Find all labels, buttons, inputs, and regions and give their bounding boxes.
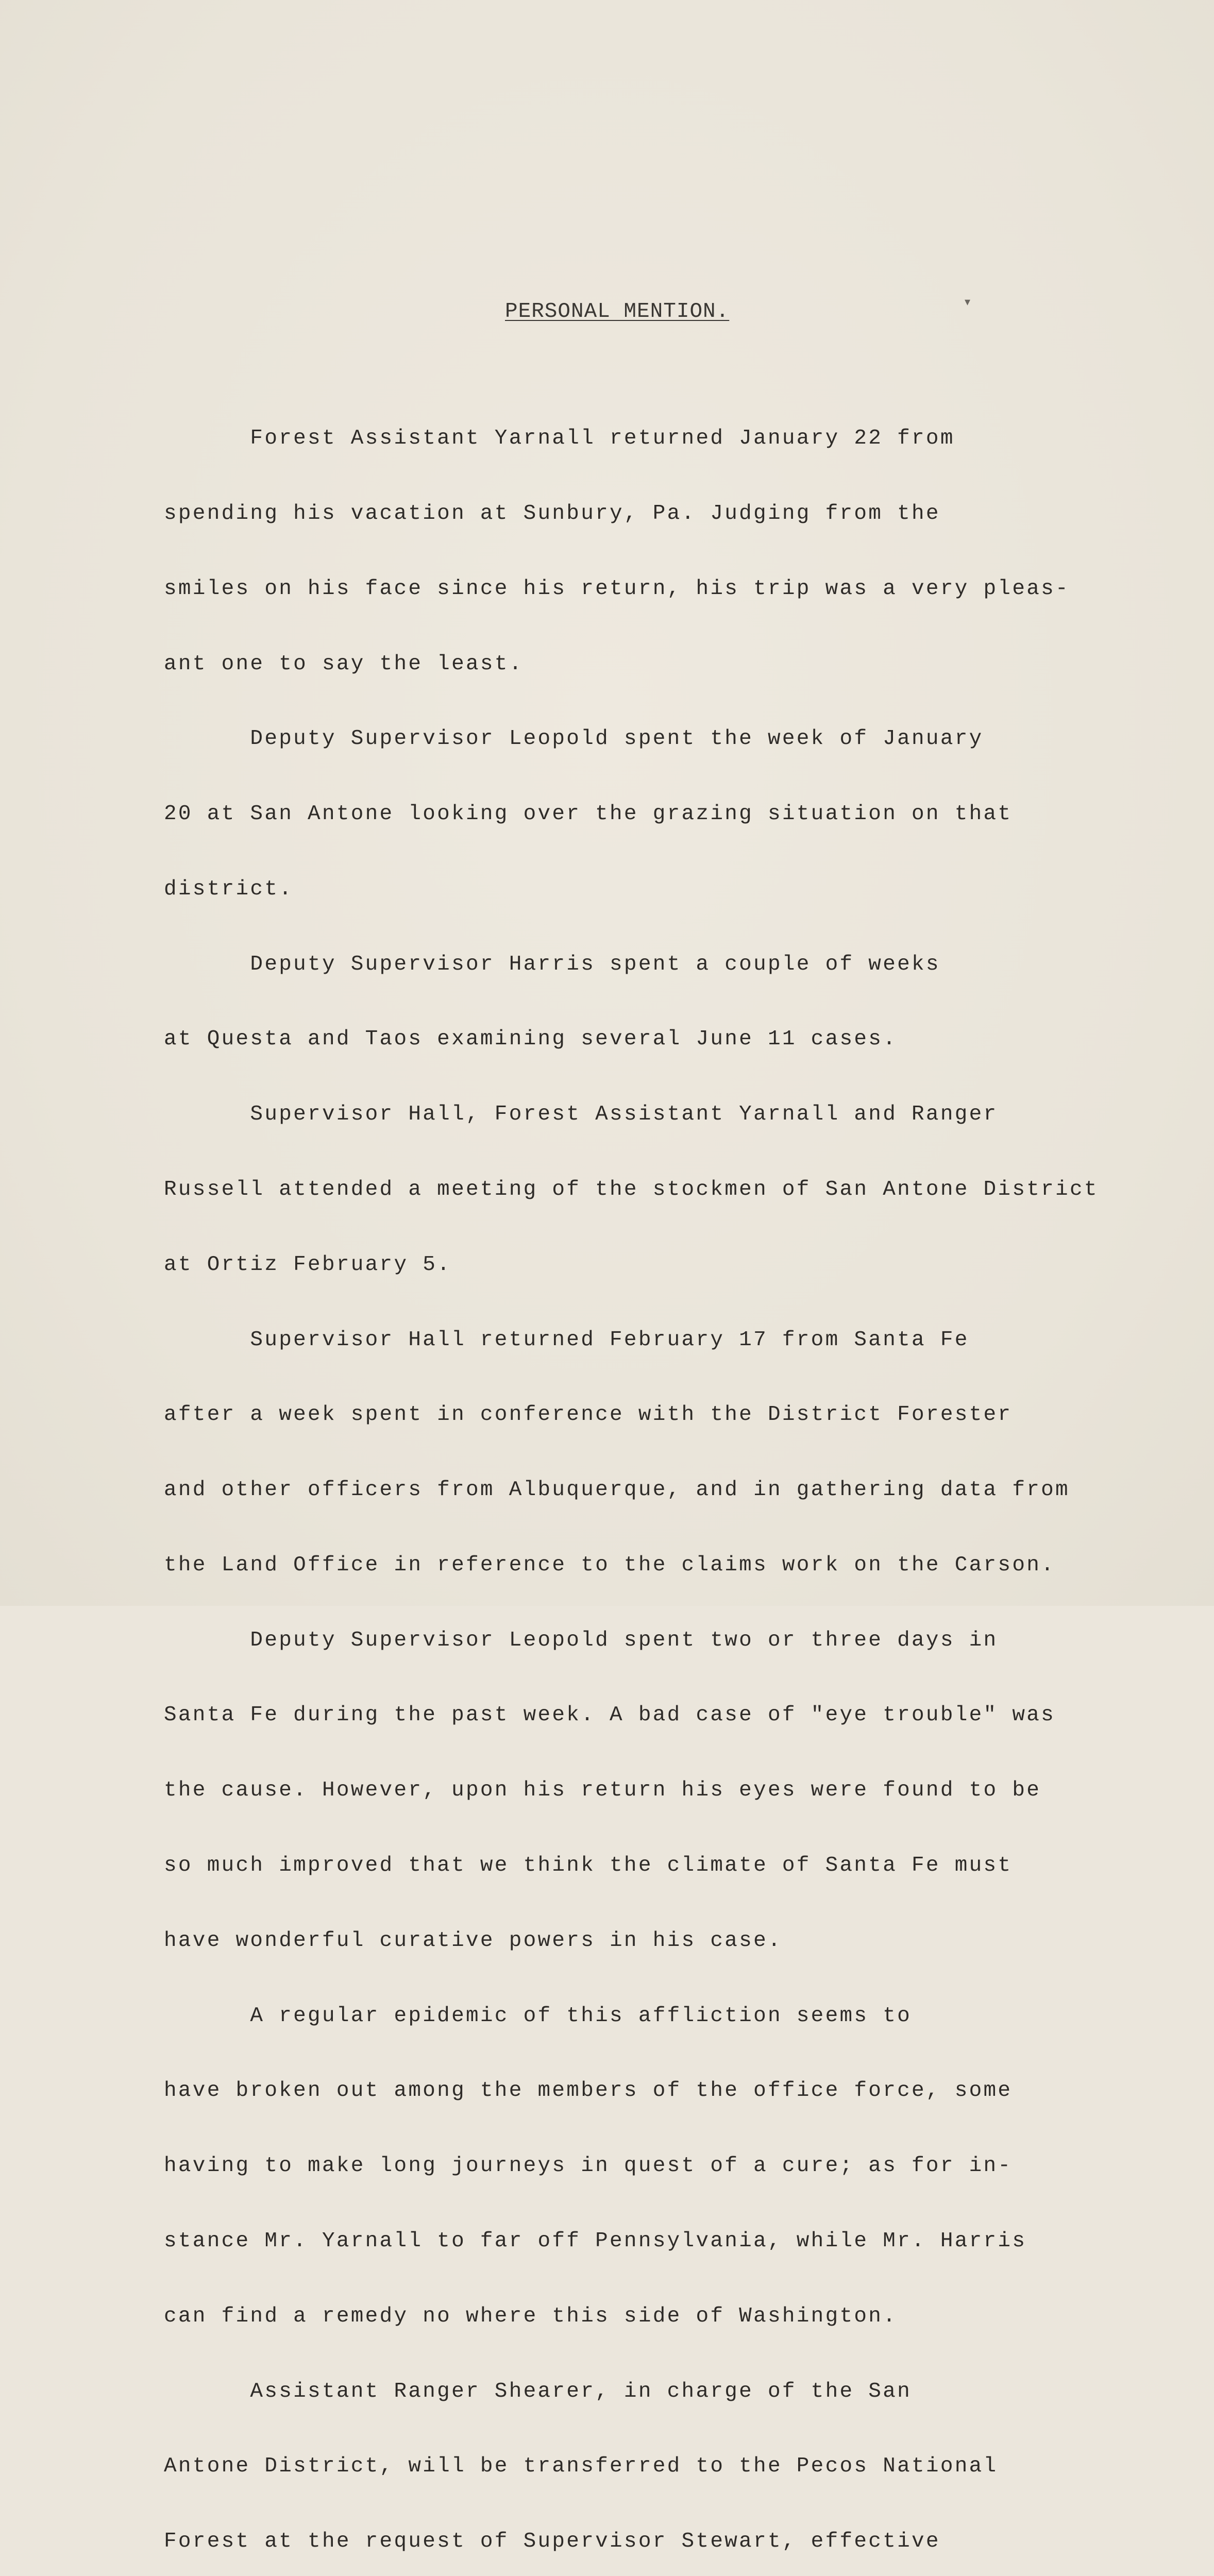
text-line: Deputy Supervisor Harris spent a couple of weeks <box>164 952 940 976</box>
text-line: stance Mr. Yarnall to far off Pennsylvania, while Mr. Harris <box>164 2229 1027 2253</box>
ink-speck: ▾ <box>965 296 971 309</box>
text-line: have broken out among the members of the office force, some <box>164 2079 1013 2103</box>
document-body <box>164 376 1200 2576</box>
text-line: Forest at the request of Supervisor Stewart, effective <box>164 2530 940 2554</box>
text-line: at Ortiz February 5. <box>164 1252 452 1277</box>
text-line: Deputy Supervisor Leopold spent two or three days in <box>164 1628 998 1652</box>
text-line: the cause. However, upon his return his eyes were found to be <box>164 1778 1041 1803</box>
text-line: having to make long journeys in quest of a cure; as for in- <box>164 2154 1013 2178</box>
text-line: Supervisor Hall, Forest Assistant Yarnall and Ranger <box>164 1103 998 1127</box>
text-line: spending his vacation at Sunbury, Pa. Judging from the <box>164 501 940 526</box>
text-line: Deputy Supervisor Leopold spent the week of January <box>164 727 984 751</box>
document-title: PERSONAL MENTION. <box>505 300 730 324</box>
text-line: Supervisor Hall returned February 17 from Santa Fe <box>164 1328 969 1352</box>
text-line: and other officers from Albuquerque, and in gathering data from <box>164 1478 1070 1502</box>
text-line: district. <box>164 877 294 901</box>
text-line: have wonderful curative powers in his case. <box>164 1928 782 1953</box>
text-line: can find a remedy no where this side of Washington. <box>164 2304 898 2328</box>
text-line: A regular epidemic of this affliction seems to <box>164 2004 912 2028</box>
text-line: 20 at San Antone looking over the grazing situation on that <box>164 802 1013 826</box>
text-line: Santa Fe during the past week. A bad case of "eye trouble" was <box>164 1703 1056 1727</box>
text-line: after a week spent in conference with the District Forester <box>164 1403 1013 1427</box>
text-line: Forest Assistant Yarnall returned January 22 from <box>164 427 955 451</box>
text-line: Assistant Ranger Shearer, in charge of the San <box>164 2379 912 2403</box>
text-line: Russell attended a meeting of the stockmen of San Antone District <box>164 1178 1099 1201</box>
text-line: at Questa and Taos examining several June 11 cases. <box>164 1027 898 1052</box>
text-line: smiles on his face since his return, his trip was a very pleas- <box>164 577 1070 601</box>
text-line: ant one to say the least. <box>164 652 524 676</box>
text-line: Antone District, will be transferred to the Pecos National <box>164 2454 998 2479</box>
text-line: the Land Office in reference to the claims work on the Carson. <box>164 1553 1056 1577</box>
text-line: so much improved that we think the climate of Santa Fe must <box>164 1854 1013 1878</box>
